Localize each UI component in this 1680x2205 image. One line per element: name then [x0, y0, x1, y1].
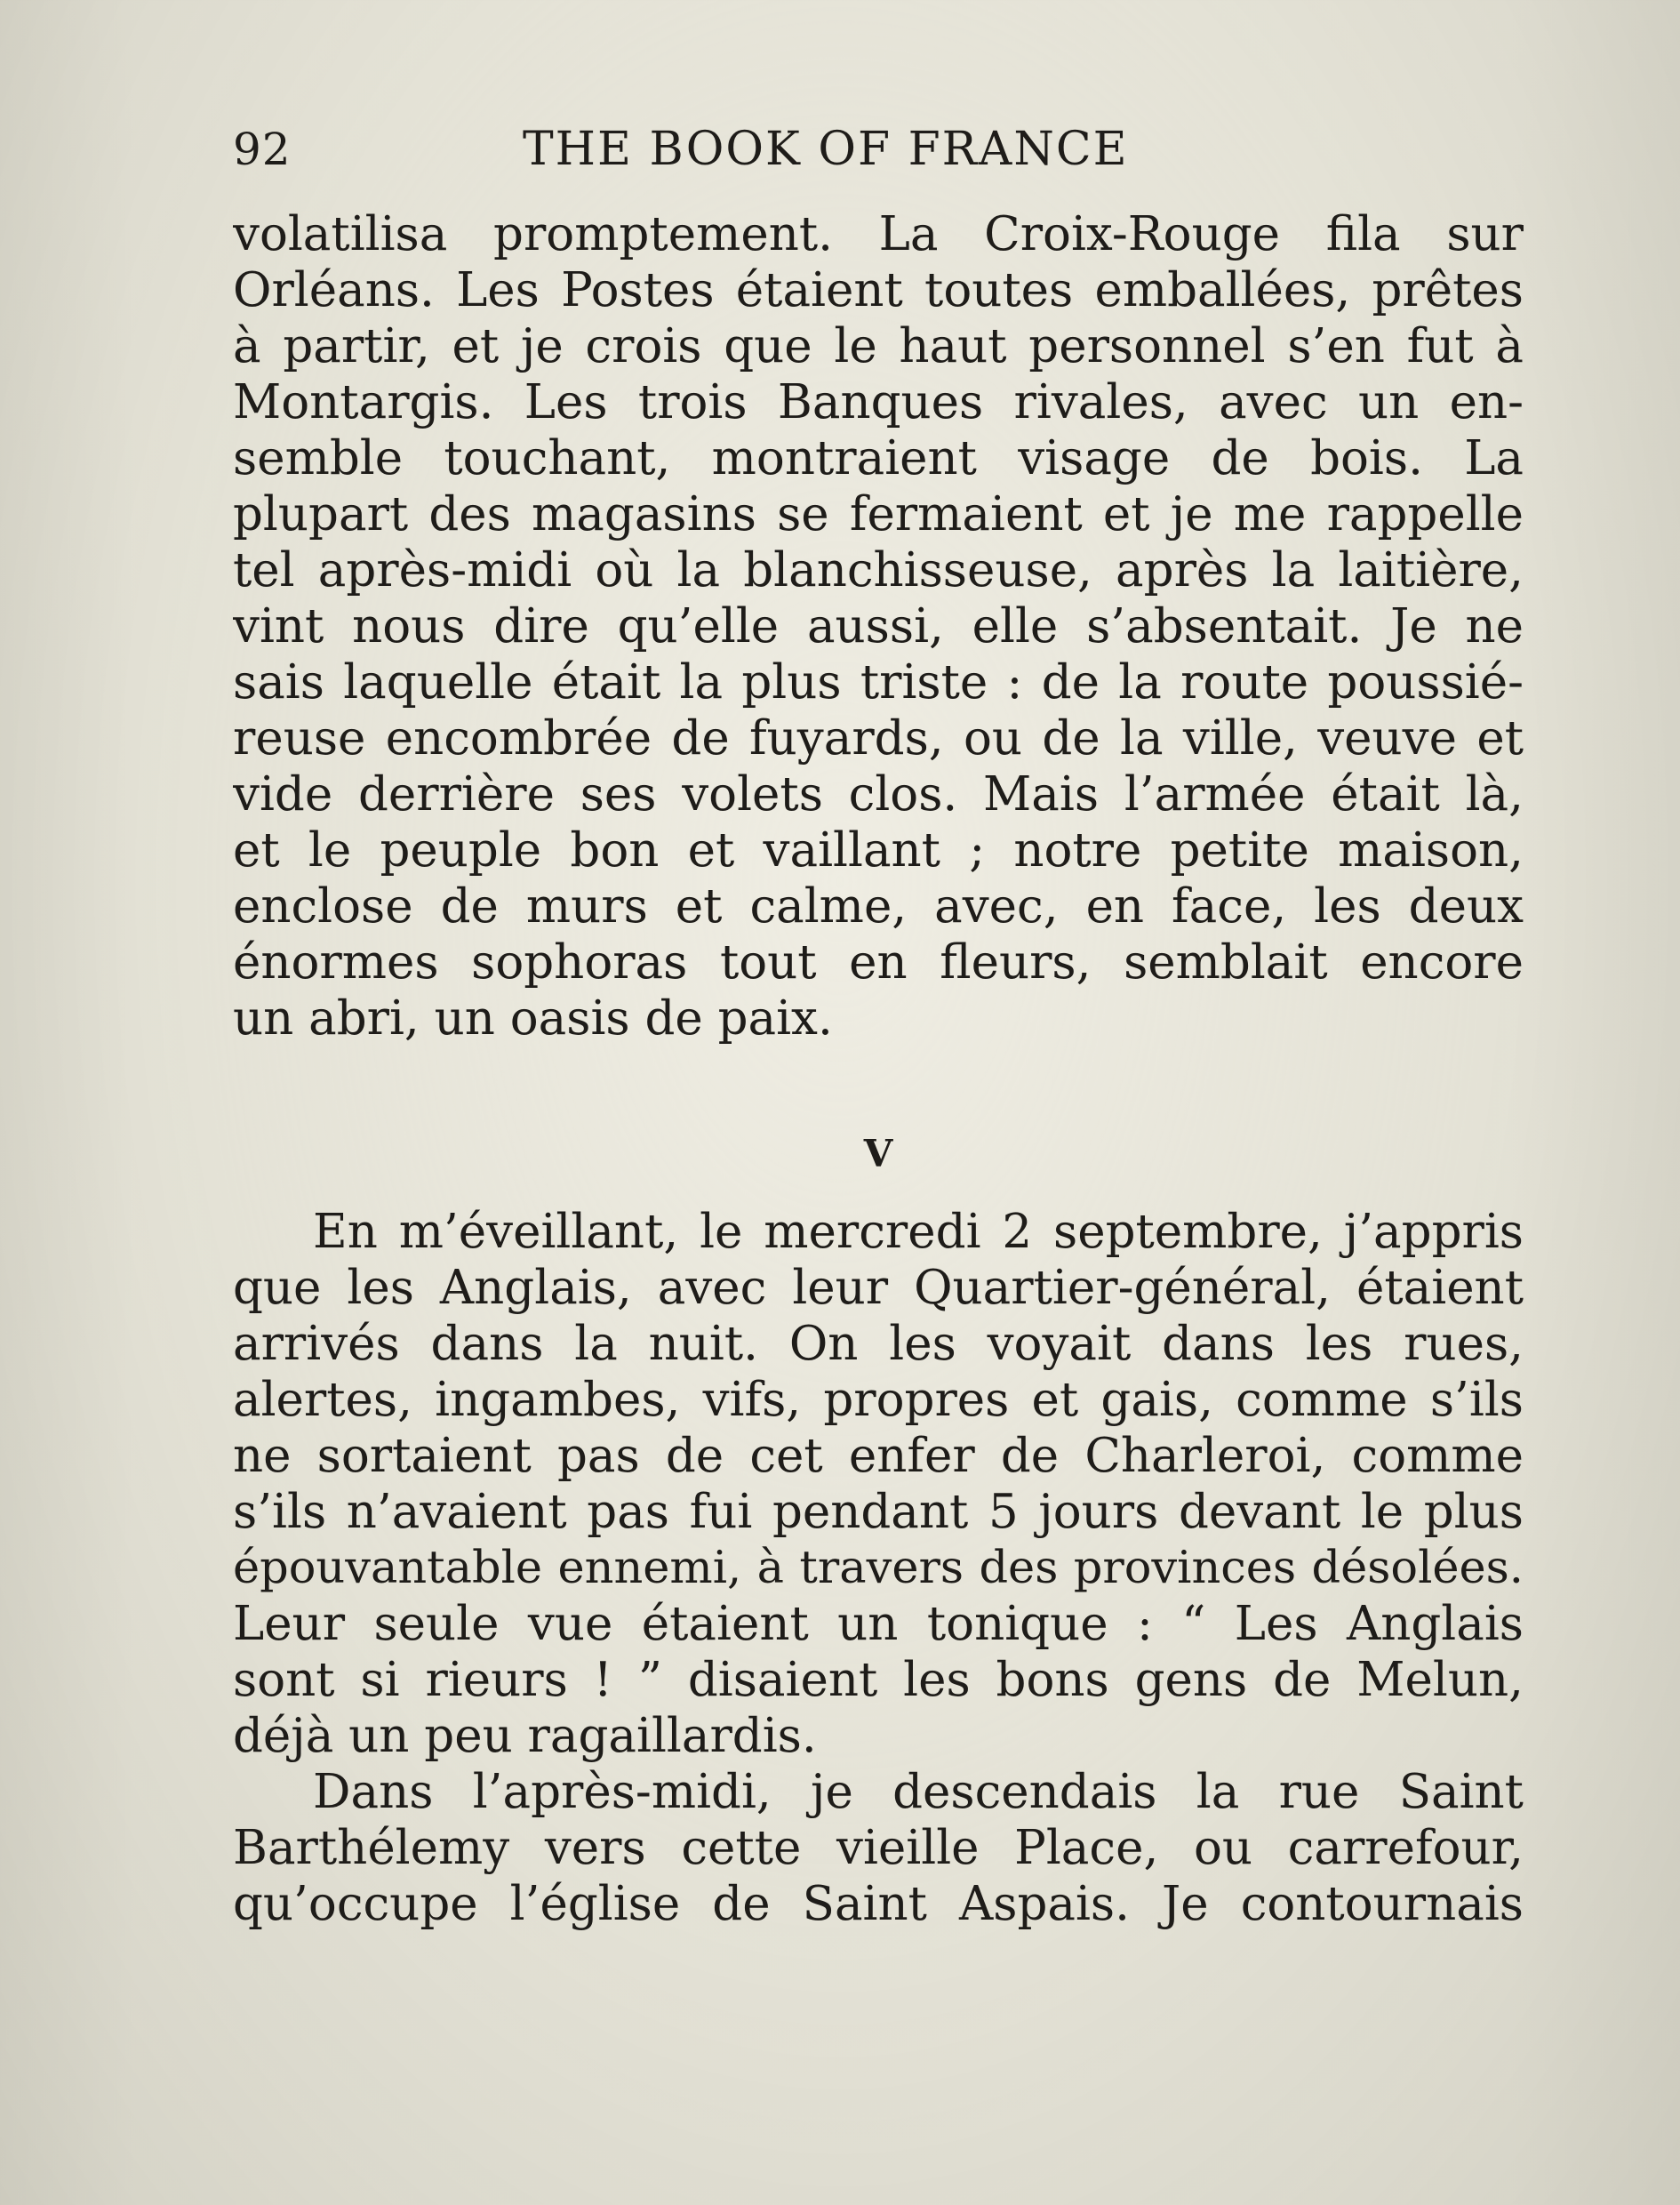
text-line: Orléans. Les Postes étaient toutes emballées, prêtes: [233, 263, 1524, 317]
text-line: ne sortaient pas de cet enfer de Charleroi, comme: [233, 1429, 1524, 1483]
text-line: qu’occupe l’église de Saint Aspais. Je contournais: [233, 1877, 1524, 1931]
section-heading: V: [863, 1132, 893, 1175]
page-number: 92: [233, 124, 292, 175]
text-line: que les Anglais, avec leur Quartier-général, étaient: [233, 1261, 1524, 1315]
text-line: énormes sophoras tout en fleurs, semblait encore: [233, 935, 1524, 990]
text-line: s’ils n’avaient pas fui pendant 5 jours devant le plus: [233, 1485, 1524, 1539]
running-title: THE BOOK OF FRANCE: [523, 123, 1129, 176]
text-line: épouvantable ennemi, à travers des provinces désolées.: [233, 1542, 1524, 1594]
text-line: enclose de murs et calme, avec, en face, les deux: [233, 879, 1524, 934]
text-line: déjà un peu ragaillardis.: [233, 1709, 817, 1763]
text-line: alertes, ingambes, vifs, propres et gais, comme s’ils: [233, 1373, 1524, 1427]
text-line: à partir, et je crois que le haut personnel s’en fut à: [233, 319, 1524, 373]
text-line: arrivés dans la nuit. On les voyait dans les rues,: [233, 1317, 1524, 1371]
text-line: sais laquelle était la plus triste : de la route poussié-: [233, 655, 1524, 710]
text-line: reuse encombrée de fuyards, ou de la ville, veuve et: [233, 711, 1524, 766]
text-line: tel après-midi où la blanchisseuse, après la laitière,: [233, 543, 1524, 597]
text-line: plupart des magasins se fermaient et je me rappelle: [233, 487, 1524, 541]
text-line: semble touchant, montraient visage de bois. La: [233, 431, 1524, 485]
text-line: sont si rieurs ! ” disaient les bons gens de Melun,: [233, 1653, 1524, 1707]
text-line: Dans l’après-midi, je descendais la rue Saint: [313, 1765, 1524, 1819]
text-line: un abri, un oasis de paix.: [233, 991, 833, 1046]
text-line: En m’éveillant, le mercredi 2 septembre, j’appris: [313, 1205, 1524, 1259]
text-line: Montargis. Les trois Banques rivales, avec un en-: [233, 375, 1524, 429]
text-line: et le peuple bon et vaillant ; notre petite maison,: [233, 823, 1524, 878]
paragraph-2-and-3: [233, 1204, 1524, 1932]
text-line: Barthélemy vers cette vieille Place, ou carrefour,: [233, 1821, 1524, 1875]
text-line: vint nous dire qu’elle aussi, elle s’absentait. Je ne: [233, 599, 1524, 653]
text-line: vide derrière ses volets clos. Mais l’armée était là,: [233, 767, 1524, 822]
paragraph-1: [233, 206, 1524, 1046]
text-line: Leur seule vue étaient un tonique : “ Les Anglais: [233, 1597, 1524, 1651]
text-line: volatilisa promptement. La Croix-Rouge fila sur: [233, 207, 1524, 261]
